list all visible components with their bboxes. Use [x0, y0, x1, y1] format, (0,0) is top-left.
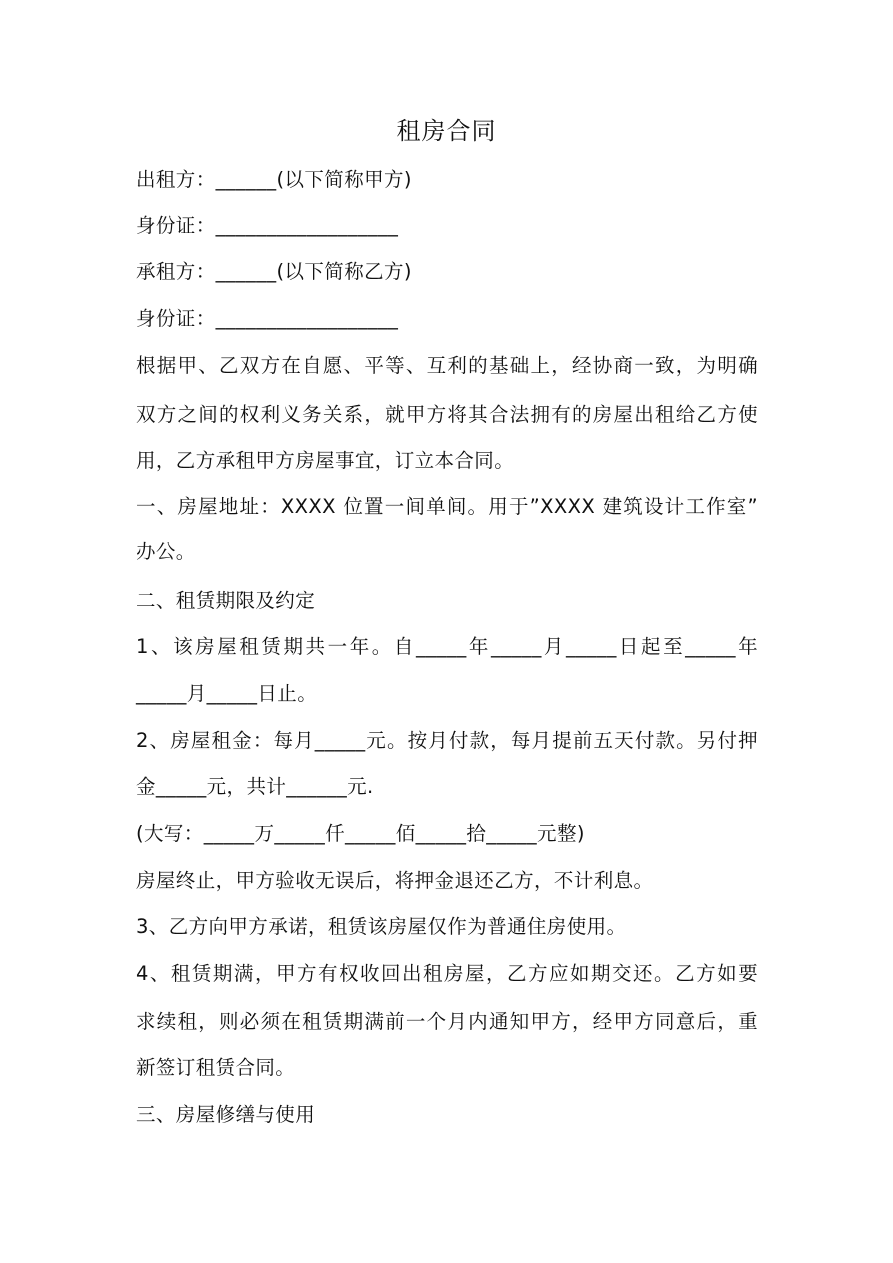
- section-1-line-1: 一、房屋地址：XXXX 位置一间单间。用于”XXXX 建筑设计工作室”: [136, 495, 758, 518]
- clause-4-line-2: 求续租，则必须在租赁期满前一个月内通知甲方，经甲方同意后，重: [136, 1010, 758, 1033]
- preamble-line-1: 根据甲、乙双方在自愿、平等、互利的基础上，经协商一致，为明确: [136, 354, 758, 377]
- clause-3-line: 3、乙方向甲方承诺，租赁该房屋仅作为普通住房使用。: [136, 915, 627, 938]
- lessor-line: 出租方：______(以下简称甲方): [136, 168, 412, 191]
- clause-1-line-1: 1、该房屋租赁期共一年。自_____年_____月_____日起至_____年: [136, 635, 758, 658]
- lessee-line: 承租方：______(以下简称乙方): [136, 260, 412, 283]
- section-1-line-2: 办公。: [136, 540, 196, 563]
- clause-2-line-2: 金_____元，共计______元.: [136, 775, 374, 798]
- section-2-heading: 二、租赁期限及约定: [136, 589, 316, 612]
- preamble-line-3: 用，乙方承租甲方房屋事宜，订立本合同。: [136, 449, 515, 472]
- amount-in-words-line: (大写：_____万_____仟_____佰_____拾_____元整): [136, 822, 585, 845]
- lessee-id-line: 身份证：__________________: [136, 307, 399, 330]
- clause-2-line-1: 2、房屋租金：每月_____元。按月付款，每月提前五天付款。另付押: [136, 729, 758, 752]
- clause-1-line-2: _____月_____日止。: [136, 682, 318, 705]
- clause-4-line-3: 新签订租赁合同。: [136, 1056, 296, 1079]
- lessor-id-line: 身份证：__________________: [136, 214, 399, 237]
- deposit-refund-line: 房屋终止，甲方验收无误后，将押金退还乙方，不计利息。: [136, 869, 654, 892]
- preamble-line-2: 双方之间的权利义务关系，就甲方将其合法拥有的房屋出租给乙方使: [136, 403, 758, 426]
- document-title: 租房合同: [396, 117, 497, 145]
- clause-4-line-1: 4、租赁期满，甲方有权收回出租房屋，乙方应如期交还。乙方如要: [136, 962, 758, 985]
- section-3-heading: 三、房屋修缮与使用: [136, 1103, 316, 1126]
